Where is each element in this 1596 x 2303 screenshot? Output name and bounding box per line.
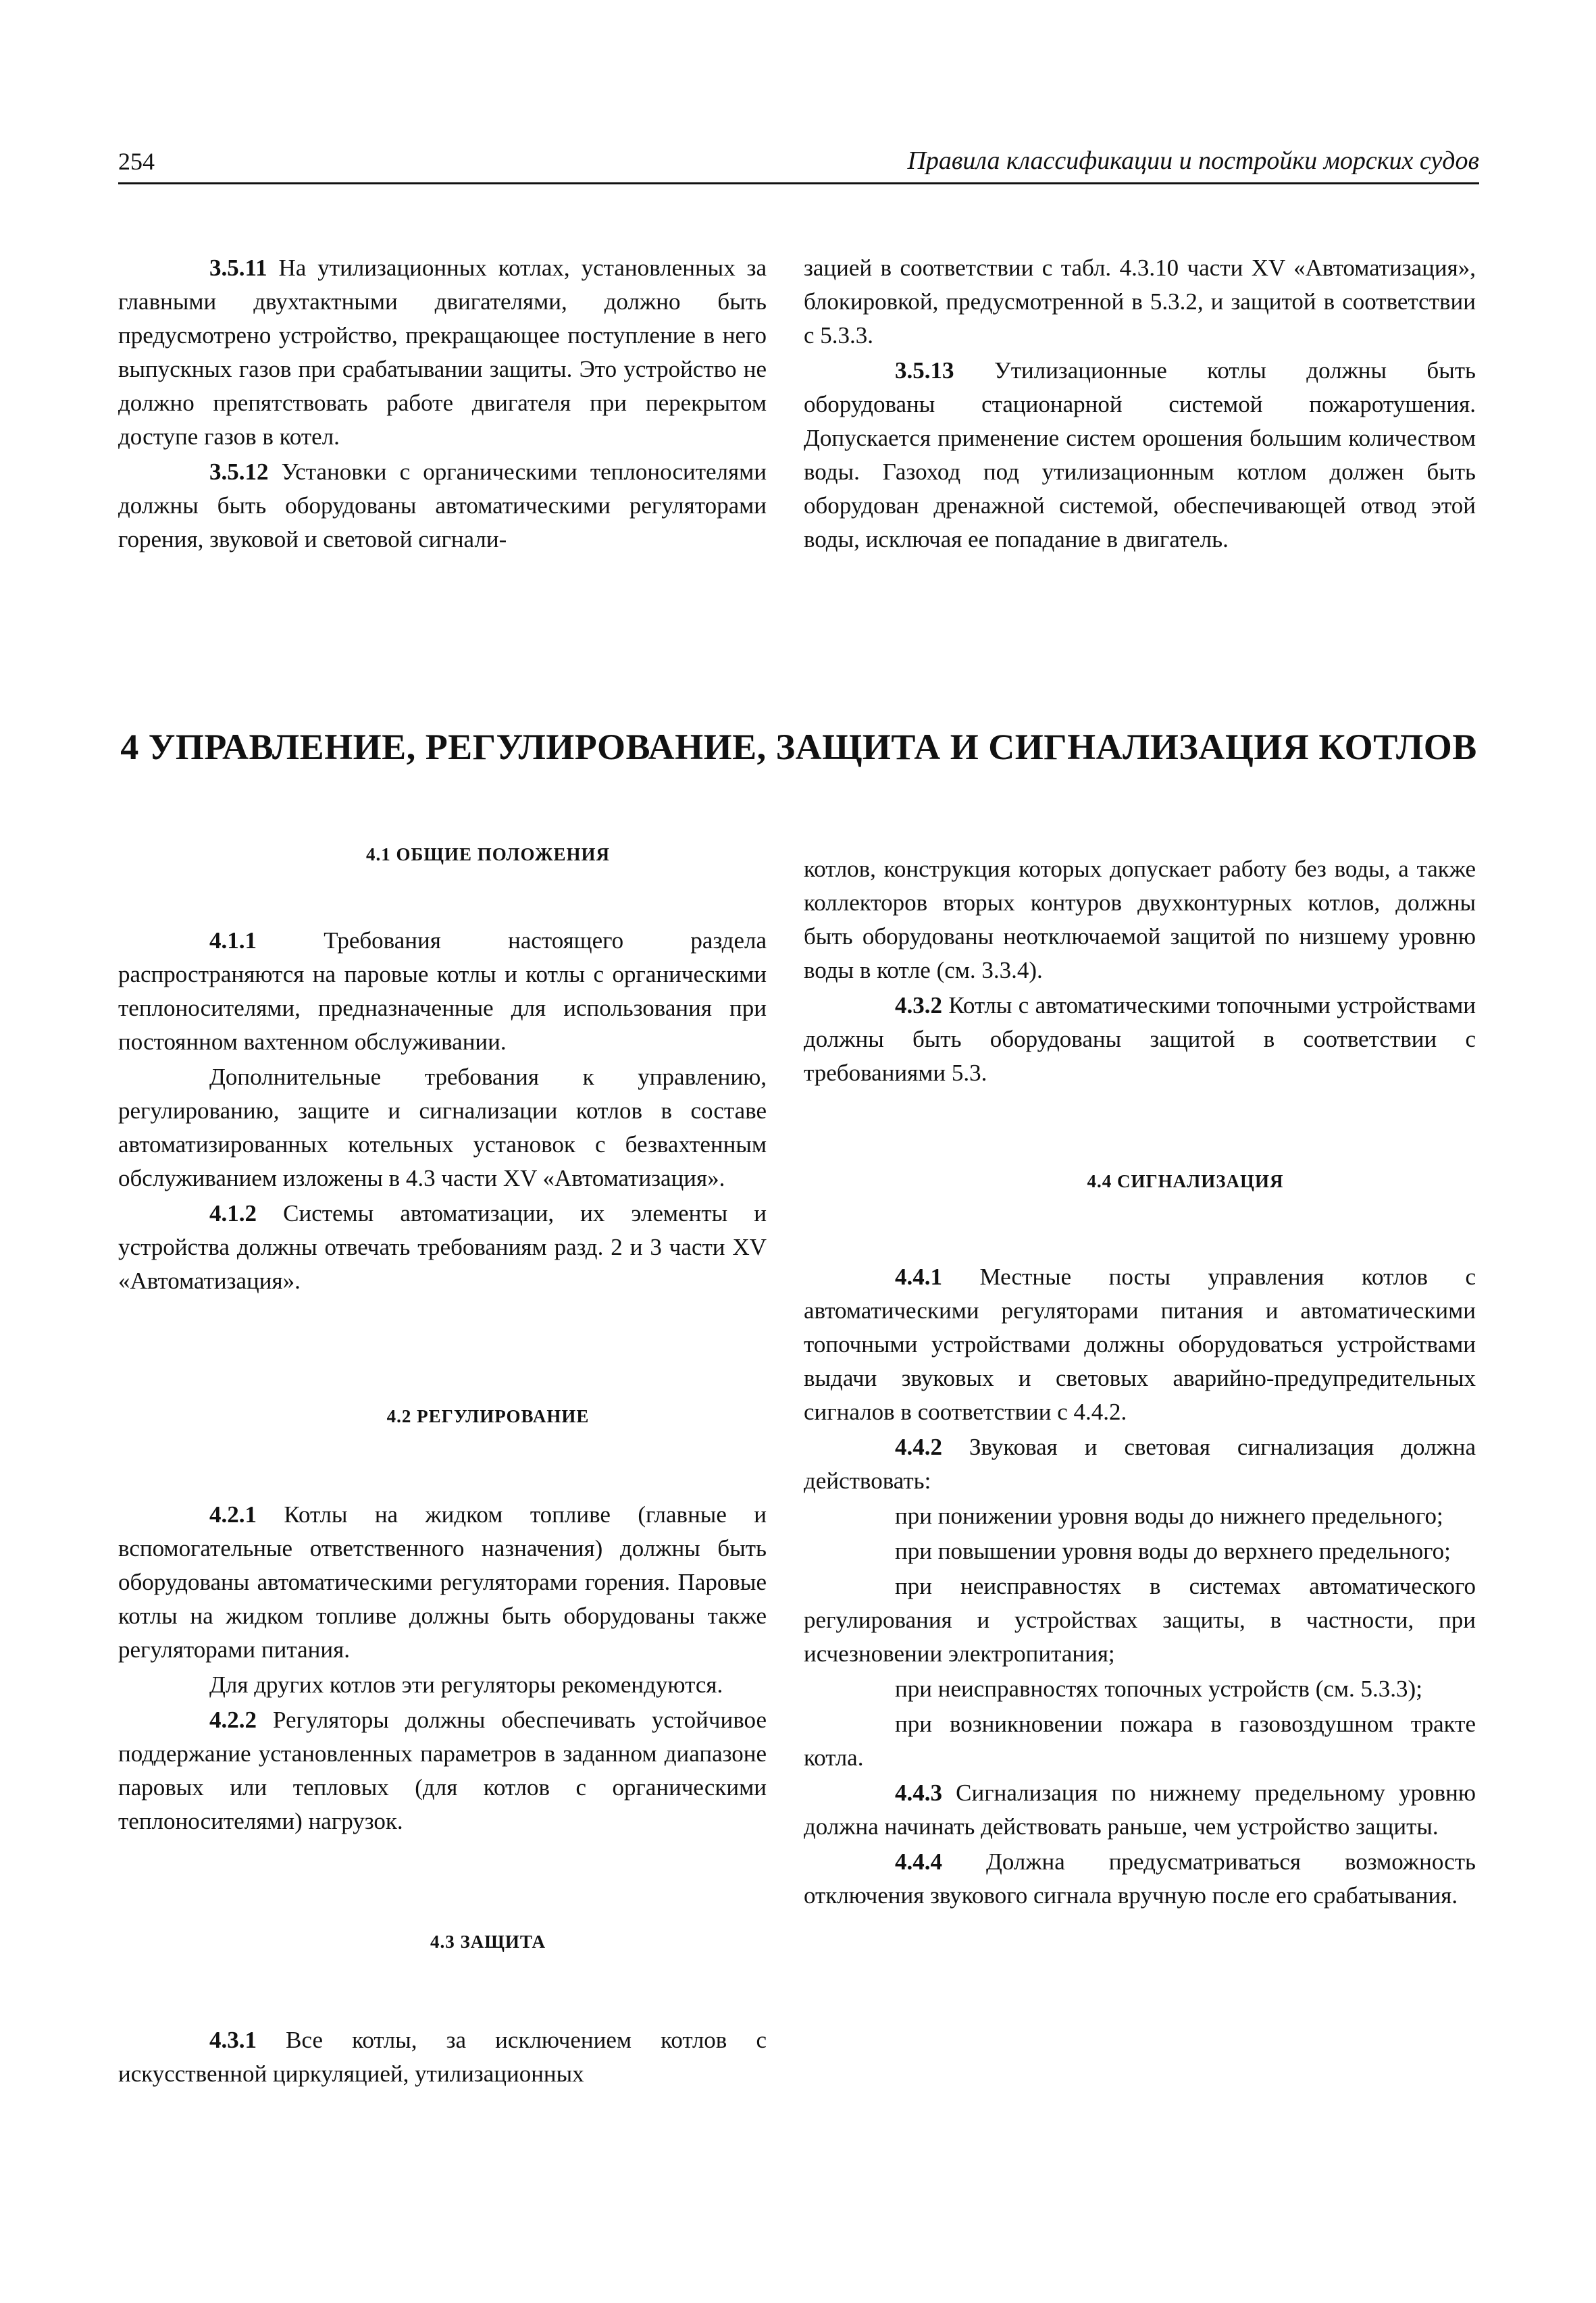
- paragraph-4-3-2: [804, 989, 1476, 1090]
- section-heading-4-2: 4.2 РЕГУЛИРОВАНИЕ: [386, 1406, 590, 1426]
- clause-number: 3.5.13: [895, 357, 954, 384]
- section-heading-4-3: 4.3 ЗАЩИТА: [430, 1932, 546, 1952]
- clause-number: 4.4.1: [895, 1264, 942, 1290]
- clause-number: 4.2.2: [209, 1707, 257, 1733]
- paragraph-4-3-1-cont: котлов, конструкция которых допускает работу без воды, а также коллекторов вторых контуров двухконтурных котлов, должны быть оборудованы неотключаемой защитой по низшему уровню воды в котле (см. 3.3.4).: [804, 856, 1476, 983]
- list-item: при возникновении пожара в газовоздушном тракте котла.: [804, 1711, 1476, 1771]
- top-left-column: [118, 251, 767, 557]
- list-item: при повышении уровня воды до верхнего предельного;: [895, 1538, 1451, 1564]
- clause-number: 4.4.3: [895, 1780, 942, 1806]
- paragraph-3-5-12: [118, 455, 767, 557]
- section-heading-4-4: 4.4 СИГНАЛИЗАЦИЯ: [1087, 1171, 1284, 1191]
- clause-number: 4.3.1: [209, 2027, 257, 2053]
- list-item: при понижении уровня воды до нижнего предельного;: [895, 1503, 1443, 1529]
- list-item: при неисправностях в системах автоматического регулирования и устройствах защиты, в частности, при исчезновении электропитания;: [804, 1573, 1476, 1667]
- clause-number: 3.5.11: [209, 255, 267, 281]
- list-item: при неисправностях топочных устройств (см. 5.3.3);: [895, 1676, 1422, 1702]
- paragraph-4-3-1: [118, 2023, 767, 2091]
- paragraph-text: Местные посты управления котлов с автоматическими регуляторами питания и автоматическими топочными устройствами должны оборудоваться устройствами выдачи звуковых и световых аварийно-предупредительных сигналов в соответствии с 4.4.2.: [804, 1264, 1476, 1425]
- paragraph-text: Должна предусматриваться возможность отключения звукового сигнала вручную после его срабатывания.: [804, 1848, 1476, 1909]
- paragraph-3-5-11: [118, 251, 767, 454]
- paragraph-4-4-4: [804, 1845, 1476, 1913]
- paragraph-text: На утилизационных котлах, установленных за главными двухтактными двигателями, должно быть предусмотрено устройство, прекращающее поступление в него выпускных газов при срабатывании защиты. Это устройство не должно препятствовать работе двигателя при перекрытом доступе газов в котел.: [118, 255, 767, 450]
- paragraph-text: Все котлы, за исключением котлов с искусственной циркуляцией, утилизационных: [118, 2027, 767, 2087]
- clause-number: 4.3.2: [895, 992, 942, 1018]
- paragraph-text: Утилизационные котлы должны быть оборудованы стационарной системой пожаротушения. Допускается применение систем орошения большим количеством воды. Газоход под утилизационным котлом должен быть оборудован дренажной системой, обеспечивающей отвод этой воды, исключая ее попадание в двигатель.: [804, 357, 1476, 552]
- paragraph-text: Котлы на жидком топливе (главные и вспомогательные ответственного назначения) должны быть оборудованы автоматическими регуляторами горения. Паровые котлы на жидком топливе должны быть оборудованы также регуляторами питания.: [118, 1501, 767, 1663]
- clause-number: 4.2.1: [209, 1501, 257, 1528]
- paragraph-text: Котлы с автоматическими топочными устройствами должны быть оборудованы защитой в соответствии с требованиями 5.3.: [804, 992, 1476, 1086]
- clause-number: 4.4.4: [895, 1848, 942, 1875]
- paragraph-4-1-2: [118, 1197, 767, 1298]
- paragraph-continued: зацией в соответствии с табл. 4.3.10 части XV «Автоматизация», блокировкой, предусмотренной в 5.3.2, и защитой в соответствии с 5.3.3.: [804, 255, 1476, 348]
- clause-number: 4.1.1: [209, 927, 257, 954]
- paragraph-4-2-2: [118, 1703, 767, 1838]
- clause-number: 4.1.2: [209, 1200, 257, 1226]
- bottom-right-column: [804, 852, 1476, 1913]
- top-right-column: [804, 251, 1476, 557]
- paragraph-text: Звуковая и световая сигнализация должна действовать:: [804, 1434, 1476, 1494]
- paragraph-4-2-1: [118, 1498, 767, 1667]
- paragraph-text: Сигнализация по нижнему предельному уровню должна начинать действовать раньше, чем устройство защиты.: [804, 1780, 1476, 1840]
- clause-number: 4.4.2: [895, 1434, 942, 1460]
- clause-number: 3.5.12: [209, 459, 269, 485]
- paragraph-4-1-1-cont: Дополнительные требования к управлению, регулированию, защите и сигнализации котлов в составе автоматизированных котельных установок с безвахтенным обслуживанием изложены в 4.3 части XV «Автоматизация».: [118, 1064, 767, 1191]
- paragraph-4-2-1-cont: Для других котлов эти регуляторы рекомендуются.: [209, 1672, 723, 1698]
- paragraph-text: Требования настоящего раздела распространяются на паровые котлы и котлы с органическими теплоносителями, предназначенные для использования при постоянном вахтенном обслуживании.: [118, 927, 767, 1055]
- paragraph-text: Системы автоматизации, их элементы и устройства должны отвечать требованиям разд. 2 и 3 части XV «Автоматизация».: [118, 1200, 767, 1294]
- paragraph-4-4-2: [804, 1430, 1476, 1498]
- paragraph-4-4-3: [804, 1776, 1476, 1844]
- paragraph-text: Регуляторы должны обеспечивать устойчивое поддержание установленных параметров в заданном диапазоне паровых или тепловых (для котлов с органическими теплоносителями) нагрузок.: [118, 1707, 767, 1834]
- section-heading-4-1: 4.1 ОБЩИЕ ПОЛОЖЕНИЯ: [365, 844, 611, 864]
- page-number: 254: [118, 148, 155, 175]
- bottom-left-column: [118, 837, 767, 2091]
- paragraph-4-1-1: [118, 924, 767, 1059]
- page-header: [118, 128, 1479, 184]
- paragraph-3-5-13: [804, 354, 1476, 557]
- chapter-title: 4 УПРАВЛЕНИЕ, РЕГУЛИРОВАНИЕ, ЗАЩИТА И СИГНАЛИЗАЦИЯ КОТЛОВ: [120, 727, 1477, 767]
- running-title: Правила классификации и постройки морских судов: [907, 147, 1479, 175]
- paragraph-text: Установки с органическими теплоносителями должны быть оборудованы автоматическими регуляторами горения, звуковой и световой сигнали-: [118, 459, 767, 552]
- paragraph-4-4-1: [804, 1260, 1476, 1429]
